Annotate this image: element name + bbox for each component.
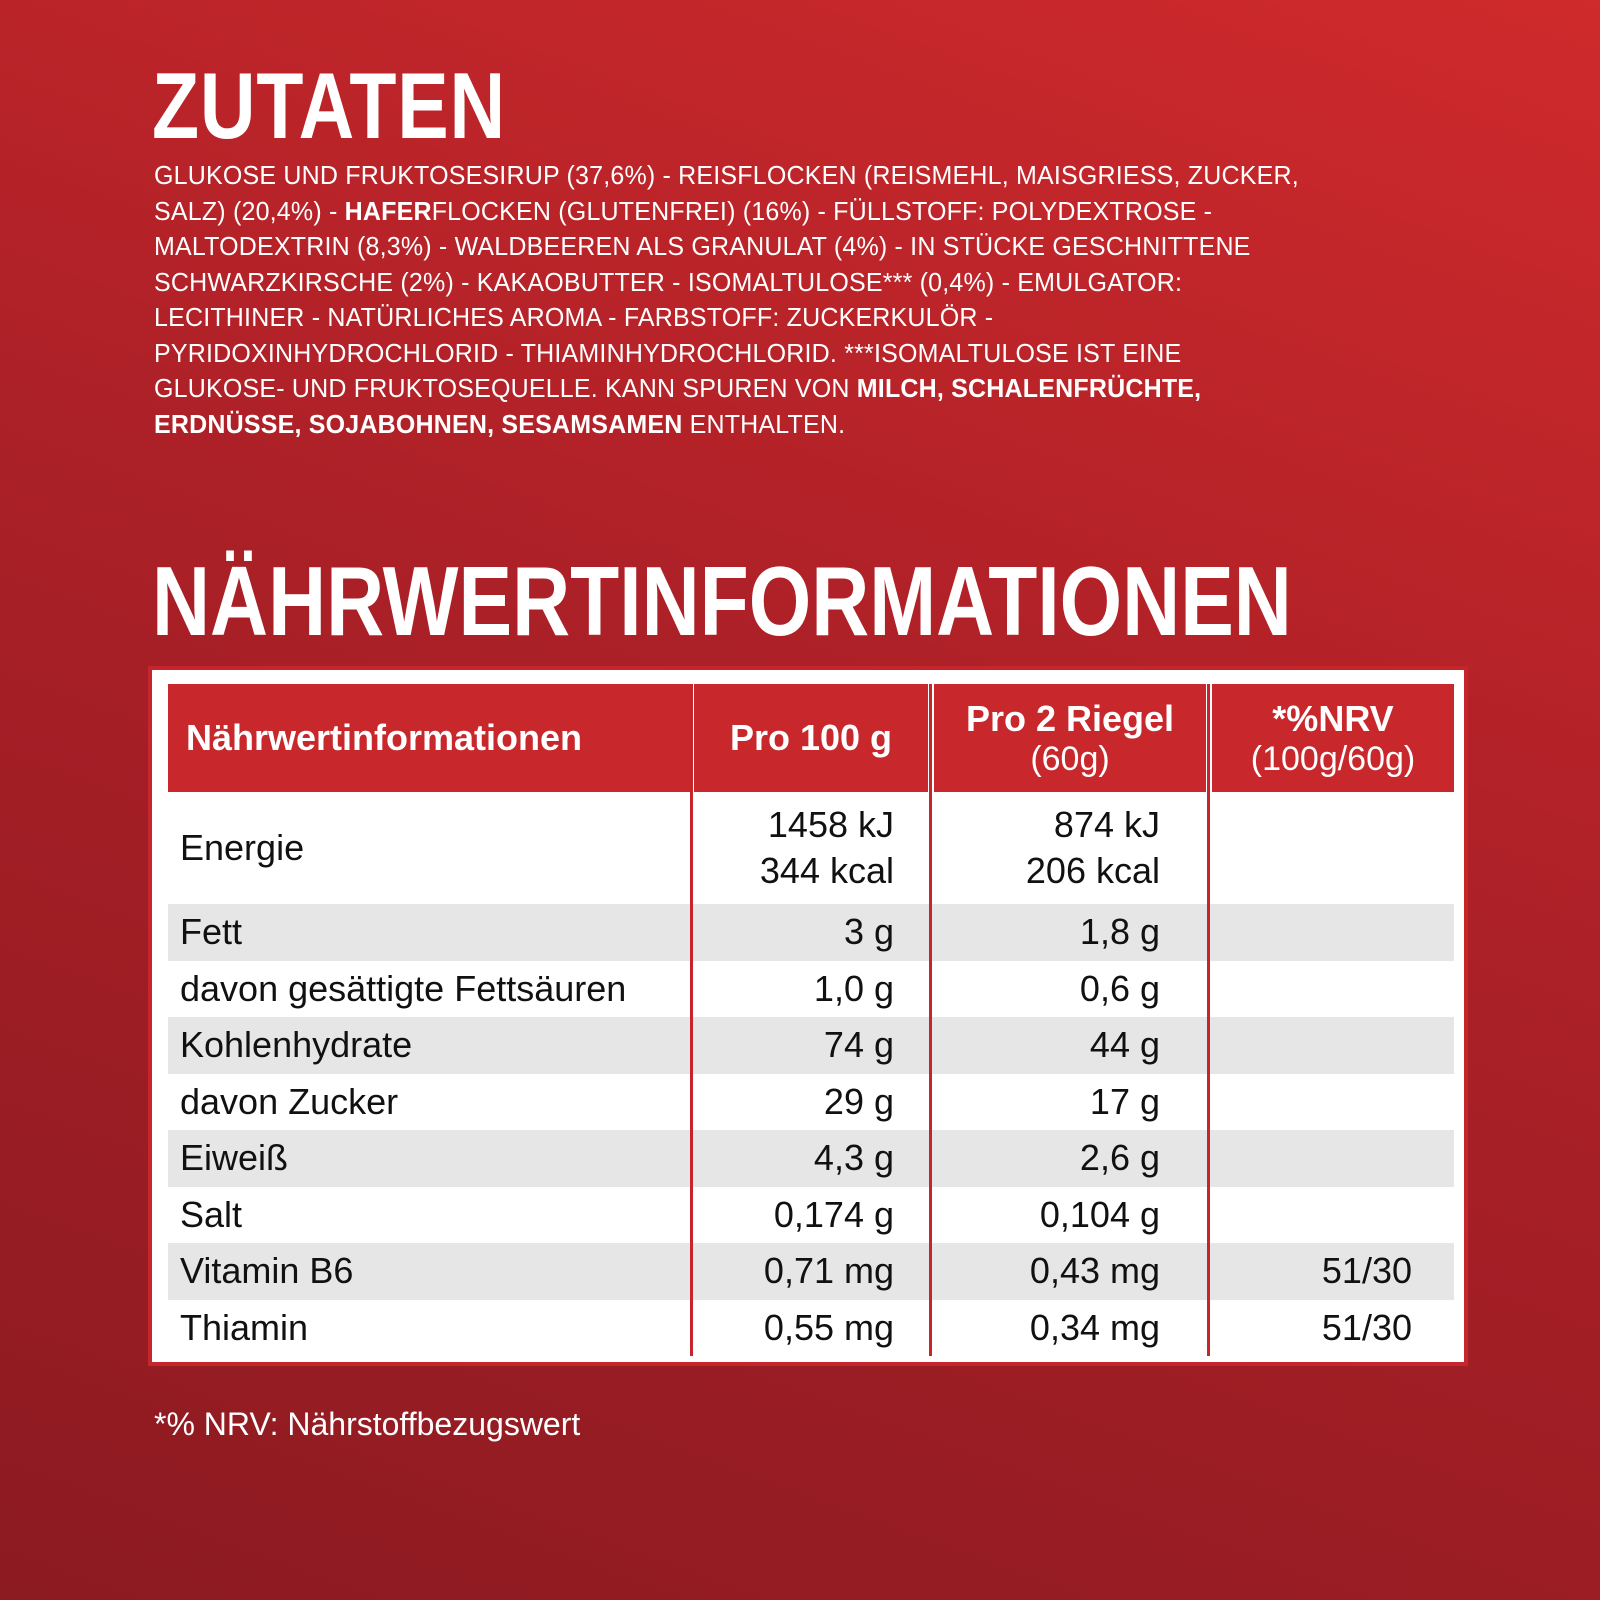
ingredients-line [154, 158, 1404, 194]
value-nrv [1212, 1017, 1412, 1074]
table-row [168, 1187, 1454, 1244]
energy-per-100g [694, 792, 894, 904]
value-per-100g: 4,3 g [813, 1137, 894, 1179]
column-divider [1207, 684, 1210, 1356]
ingredients-line [154, 371, 1404, 407]
allergen-highlight: HAFER [344, 195, 432, 226]
table-row [168, 1074, 1454, 1131]
ingredients-line [154, 194, 1404, 230]
ingredients-title: ZUTATEN [152, 53, 506, 158]
value-nrv [1212, 904, 1412, 961]
ingredients-segment: GLUKOSE- UND FRUKTOSEQUELLE. KANN SPUREN VON [154, 373, 857, 403]
energy-per-100g-kj: 1458 kJ [767, 804, 894, 845]
allergen-highlight: MILCH, SCHALENFRÜCHTE, [856, 373, 1202, 403]
value-per-100g: 74 g [823, 1024, 894, 1066]
nutrition-table [148, 666, 1468, 1366]
header-nrv [1212, 684, 1454, 792]
header-per-100g [694, 684, 928, 792]
value-per-60g: 0,43 mg [1029, 1250, 1160, 1292]
ingredients-segment: ENTHALTEN. [682, 408, 846, 439]
row-label: davon gesättigte Fettsäuren [180, 967, 627, 1009]
value-nrv: 51/30 [1321, 1250, 1412, 1292]
value-nrv [1212, 961, 1412, 1018]
ingredients-segment: FLOCKEN (GLUTENFREI) (16%) - FÜLLSTOFF: POLYDEXTROSE - [431, 195, 1213, 226]
header-per-2-bars-label: Pro 2 Riegel [965, 698, 1175, 739]
energy-per-60g [934, 792, 1160, 904]
energy-per-60g-kj: 874 kJ [1053, 804, 1160, 845]
value-nrv [1212, 1074, 1412, 1131]
row-label: Thiamin [180, 1306, 309, 1348]
row-label: Energie [180, 827, 305, 868]
ingredients-line [154, 229, 1404, 265]
value-per-60g: 44 g [1089, 1024, 1160, 1066]
ingredients-segment: LECITHINER - NATÜRLICHES AROMA - FARBSTOFF: ZUCKERKULÖR - [154, 302, 994, 332]
table-row-energy [168, 792, 1454, 904]
value-per-100g: 1,0 g [813, 967, 894, 1009]
ingredients-segment: SALZ) (20,4%) - [154, 195, 345, 226]
ingredients-segment: SCHWARZKIRSCHE (2%) - KAKAOBUTTER - ISOMALTULOSE*** (0,4%) - EMULGATOR: [154, 266, 1183, 297]
value-nrv [1212, 1130, 1412, 1187]
allergen-highlight: ERDNÜSSE, SOJABOHNEN, SESAMSAMEN [154, 408, 683, 439]
row-label: Vitamin B6 [180, 1250, 354, 1292]
value-per-60g: 0,104 g [1039, 1193, 1160, 1235]
header-nrv-label: *%NRV [1272, 698, 1394, 739]
value-per-60g: 17 g [1089, 1080, 1160, 1122]
ingredients-line [154, 265, 1404, 301]
table-row [168, 961, 1454, 1018]
header-nutrient-label: Nährwertinformationen [186, 717, 583, 758]
energy-per-100g-kcal: 344 kcal [759, 850, 894, 891]
value-per-100g: 29 g [823, 1080, 894, 1122]
value-per-100g: 0,174 g [773, 1193, 894, 1235]
value-per-60g: 0,34 mg [1029, 1306, 1160, 1348]
header-per-100g-label: Pro 100 g [729, 717, 893, 758]
row-label: Salt [180, 1193, 243, 1235]
value-per-100g: 0,71 mg [763, 1250, 894, 1292]
table-header [168, 684, 1454, 792]
table-row [168, 904, 1454, 961]
value-nrv [1212, 1187, 1412, 1244]
row-label: Eiweiß [180, 1137, 289, 1179]
header-per-2-bars-sub: (60g) [1030, 740, 1110, 778]
column-divider [929, 684, 932, 1356]
header-per-2-bars [934, 684, 1206, 792]
header-nrv-sub: (100g/60g) [1250, 740, 1416, 778]
energy-per-60g-kcal: 206 kcal [1025, 850, 1160, 891]
value-per-60g: 1,8 g [1079, 911, 1160, 953]
value-per-60g: 0,6 g [1079, 967, 1160, 1009]
column-divider [690, 684, 693, 1356]
row-label: Kohlenhydrate [180, 1024, 413, 1066]
table-row [168, 1017, 1454, 1074]
value-per-100g: 3 g [843, 911, 894, 953]
table-row [168, 1300, 1454, 1357]
value-per-60g: 2,6 g [1079, 1137, 1160, 1179]
table-row [168, 1130, 1454, 1187]
ingredients-segment: PYRIDOXINHYDROCHLORID - THIAMINHYDROCHLORID. ***ISOMALTULOSE IST EINE [154, 337, 1182, 368]
nutrition-title: NÄHRWERTINFORMATIONEN [152, 546, 1292, 656]
footnote: *% NRV: Nährstoffbezugswert [154, 1406, 581, 1442]
ingredients-line [154, 407, 1404, 443]
header-nutrient [168, 684, 690, 792]
ingredients-segment: GLUKOSE UND FRUKTOSESIRUP (37,6%) - REISFLOCKEN (REISMEHL, MAISGRIESS, ZUCKER, [154, 160, 1299, 190]
ingredients-text [154, 158, 1454, 442]
table-row [168, 1243, 1454, 1300]
ingredients-line [154, 300, 1404, 336]
ingredients-segment: MALTODEXTRIN (8,3%) - WALDBEEREN ALS GRANULAT (4%) - IN STÜCKE GESCHNITTENE [154, 231, 1251, 261]
value-per-100g: 0,55 mg [763, 1306, 894, 1348]
table-body [168, 792, 1454, 1356]
ingredients-line [154, 336, 1404, 372]
row-label: Fett [180, 911, 243, 953]
row-label: davon Zucker [180, 1080, 399, 1122]
value-nrv: 51/30 [1321, 1306, 1412, 1348]
